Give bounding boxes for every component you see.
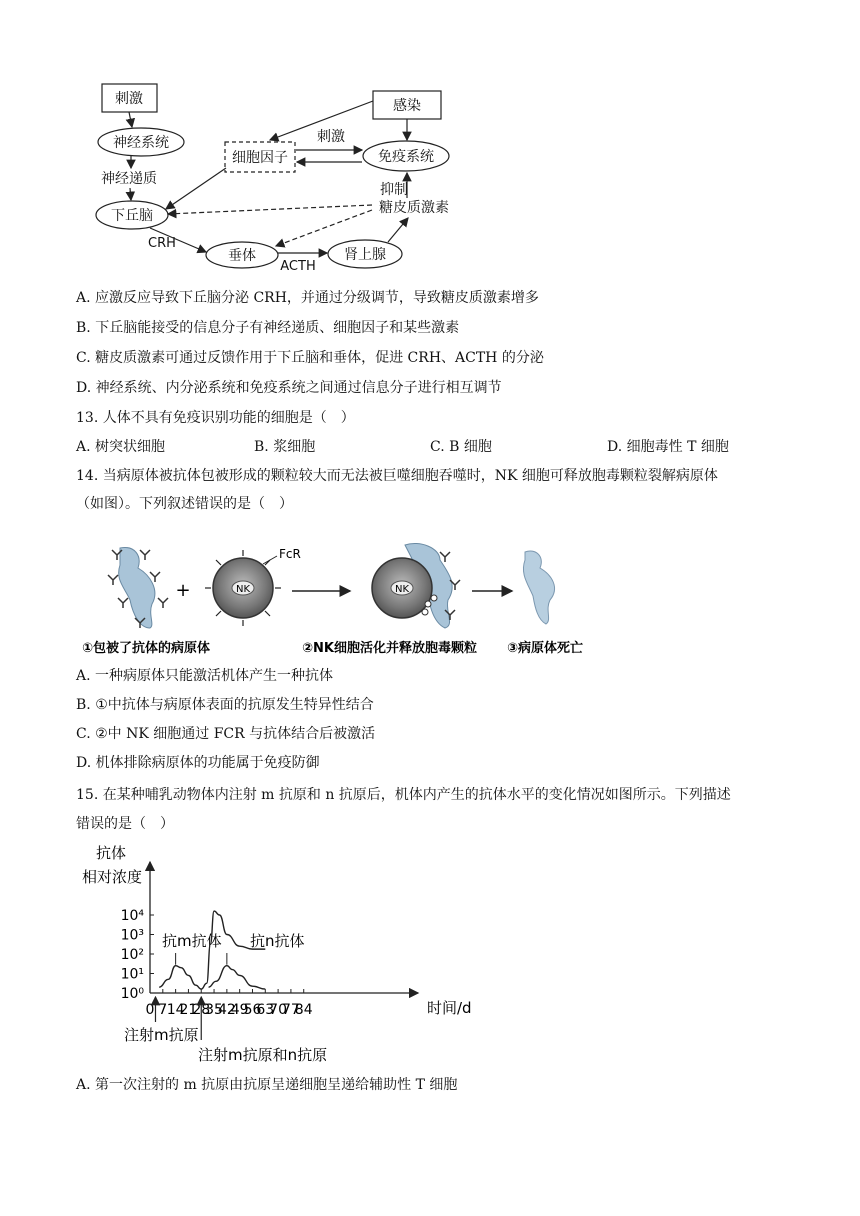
adrenal-label: 肾上腺 xyxy=(344,247,386,263)
annotation-inject-m: 注射m抗原 xyxy=(124,1026,199,1044)
q14-option-c: C. ②中 NK 细胞通过 FCR 与抗体结合后被激活 xyxy=(76,726,376,742)
x-tick-label: 77 xyxy=(281,1002,300,1018)
x-tick-label: 49 xyxy=(230,1002,249,1018)
nervous-system-label: 神经系统 xyxy=(113,135,169,151)
x-tick-label: 28 xyxy=(192,1002,211,1018)
q14-stem-line1: 14. 当病原体被抗体包被形成的颗粒较大而无法被巨噬细胞吞噬时，NK 细胞可释放胞毒颗粒裂解病原体 xyxy=(76,468,718,484)
glucocorticoid-label: 糖皮质激素 xyxy=(379,200,449,216)
y-axis-label-line2: 相对浓度 xyxy=(82,868,143,886)
series-label-n: 抗n抗体 xyxy=(250,932,305,950)
x-tick-label: 7 xyxy=(158,1002,168,1018)
acth-label: ACTH xyxy=(280,259,316,274)
cytokine-box-label: 细胞因子 xyxy=(232,150,288,166)
dead-pathogen xyxy=(523,551,554,624)
nk-cell xyxy=(205,550,281,626)
y-axis-label-line1: 抗体 xyxy=(96,844,127,862)
pituitary-label: 垂体 xyxy=(228,248,256,264)
hypothalamus-label: 下丘脑 xyxy=(111,208,153,224)
q15-stem-line2: 错误的是（ ） xyxy=(76,816,174,832)
q13-option-d: D. 细胞毒性 T 细胞 xyxy=(607,439,729,455)
nk-label-1: NK xyxy=(235,584,251,595)
fcr-label: FcR xyxy=(279,547,301,561)
caption-1: ①包被了抗体的病原体 xyxy=(82,641,211,656)
antibody-chart xyxy=(0,840,860,1065)
series-line-anti-n xyxy=(209,966,266,989)
q14-option-a: A. 一种病原体只能激活机体产生一种抗体 xyxy=(76,668,334,684)
q13-option-b: B. 浆细胞 xyxy=(254,439,316,455)
annotation-inject-mn: 注射m抗原和n抗原 xyxy=(198,1046,328,1064)
series-line-anti-m xyxy=(159,911,265,989)
y-tick-label: 10² xyxy=(120,947,144,963)
q13-option-a: A. 树突状细胞 xyxy=(76,439,166,455)
x-tick-label: 56 xyxy=(243,1002,262,1018)
x-tick-label: 21 xyxy=(179,1002,198,1018)
series-label-m: 抗m抗体 xyxy=(162,932,222,950)
y-tick-label: 10³ xyxy=(120,927,144,944)
x-tick-label: 42 xyxy=(217,1002,236,1018)
y-tick-label: 10⁴ xyxy=(120,908,144,924)
nk-cell-figure xyxy=(0,530,860,660)
x-tick-label: 63 xyxy=(256,1002,275,1018)
x-tick-label: 70 xyxy=(269,1002,288,1018)
activated-nk-cell xyxy=(372,543,460,628)
x-tick-label: 84 xyxy=(294,1002,313,1018)
q12-option-b: B. 下丘脑能接受的信息分子有神经递质、细胞因子和某些激素 xyxy=(76,320,460,336)
q13-option-c: C. B 细胞 xyxy=(430,439,492,455)
y-tick-label: 10¹ xyxy=(120,966,144,983)
caption-2: ②NK细胞活化并释放胞毒颗粒 xyxy=(302,641,477,656)
immune-system-label: 免疫系统 xyxy=(378,149,434,165)
neurotransmitter-label: 神经递质 xyxy=(101,171,157,187)
q15-option-a: A. 第一次注射的 m 抗原由抗原呈递细胞呈递给辅助性 T 细胞 xyxy=(76,1077,458,1093)
inhibit-label: 抑制 xyxy=(380,182,408,198)
caption-3: ③病原体死亡 xyxy=(507,641,584,656)
stimulate-label: 刺激 xyxy=(317,129,345,145)
x-tick-label: 35 xyxy=(205,1002,223,1018)
plus-sign: + xyxy=(175,580,191,601)
q12-option-a: A. 应激反应导致下丘脑分泌 CRH，并通过分级调节，导致糖皮质激素增多 xyxy=(76,290,539,306)
q14-option-b: B. ①中抗体与病原体表面的抗原发生特异性结合 xyxy=(76,697,374,713)
q14-option-d: D. 机体排除病原体的功能属于免疫防御 xyxy=(76,755,320,771)
infection-box-label: 感染 xyxy=(393,98,421,114)
y-tick-label: 10⁰ xyxy=(120,986,144,1002)
q14-stem-line2: （如图）。下列叙述错误的是（ ） xyxy=(76,496,293,512)
q12-option-d: D. 神经系统、内分泌系统和免疫系统之间通过信息分子进行相互调节 xyxy=(76,380,502,396)
stimulus-box-label: 刺激 xyxy=(115,91,143,107)
q13-stem: 13. 人体不具有免疫识别功能的细胞是（ ） xyxy=(76,410,355,426)
nk-label-2: NK xyxy=(394,584,410,595)
q15-stem-line1: 15. 在某种哺乳动物体内注射 m 抗原和 n 抗原后，机体内产生的抗体水平的变化情况如图所示。下列描述 xyxy=(76,787,731,803)
antibody-coated-pathogen xyxy=(108,548,168,628)
q12-option-c: C. 糖皮质激素可通过反馈作用于下丘脑和垂体，促进 CRH、ACTH 的分泌 xyxy=(76,350,544,366)
crh-label: CRH xyxy=(148,236,176,251)
regulation-diagram xyxy=(0,0,860,280)
x-tick-label: 0 xyxy=(145,1002,155,1018)
x-axis-label: 时间/d xyxy=(427,999,472,1017)
x-tick-label: 14 xyxy=(166,1002,185,1018)
